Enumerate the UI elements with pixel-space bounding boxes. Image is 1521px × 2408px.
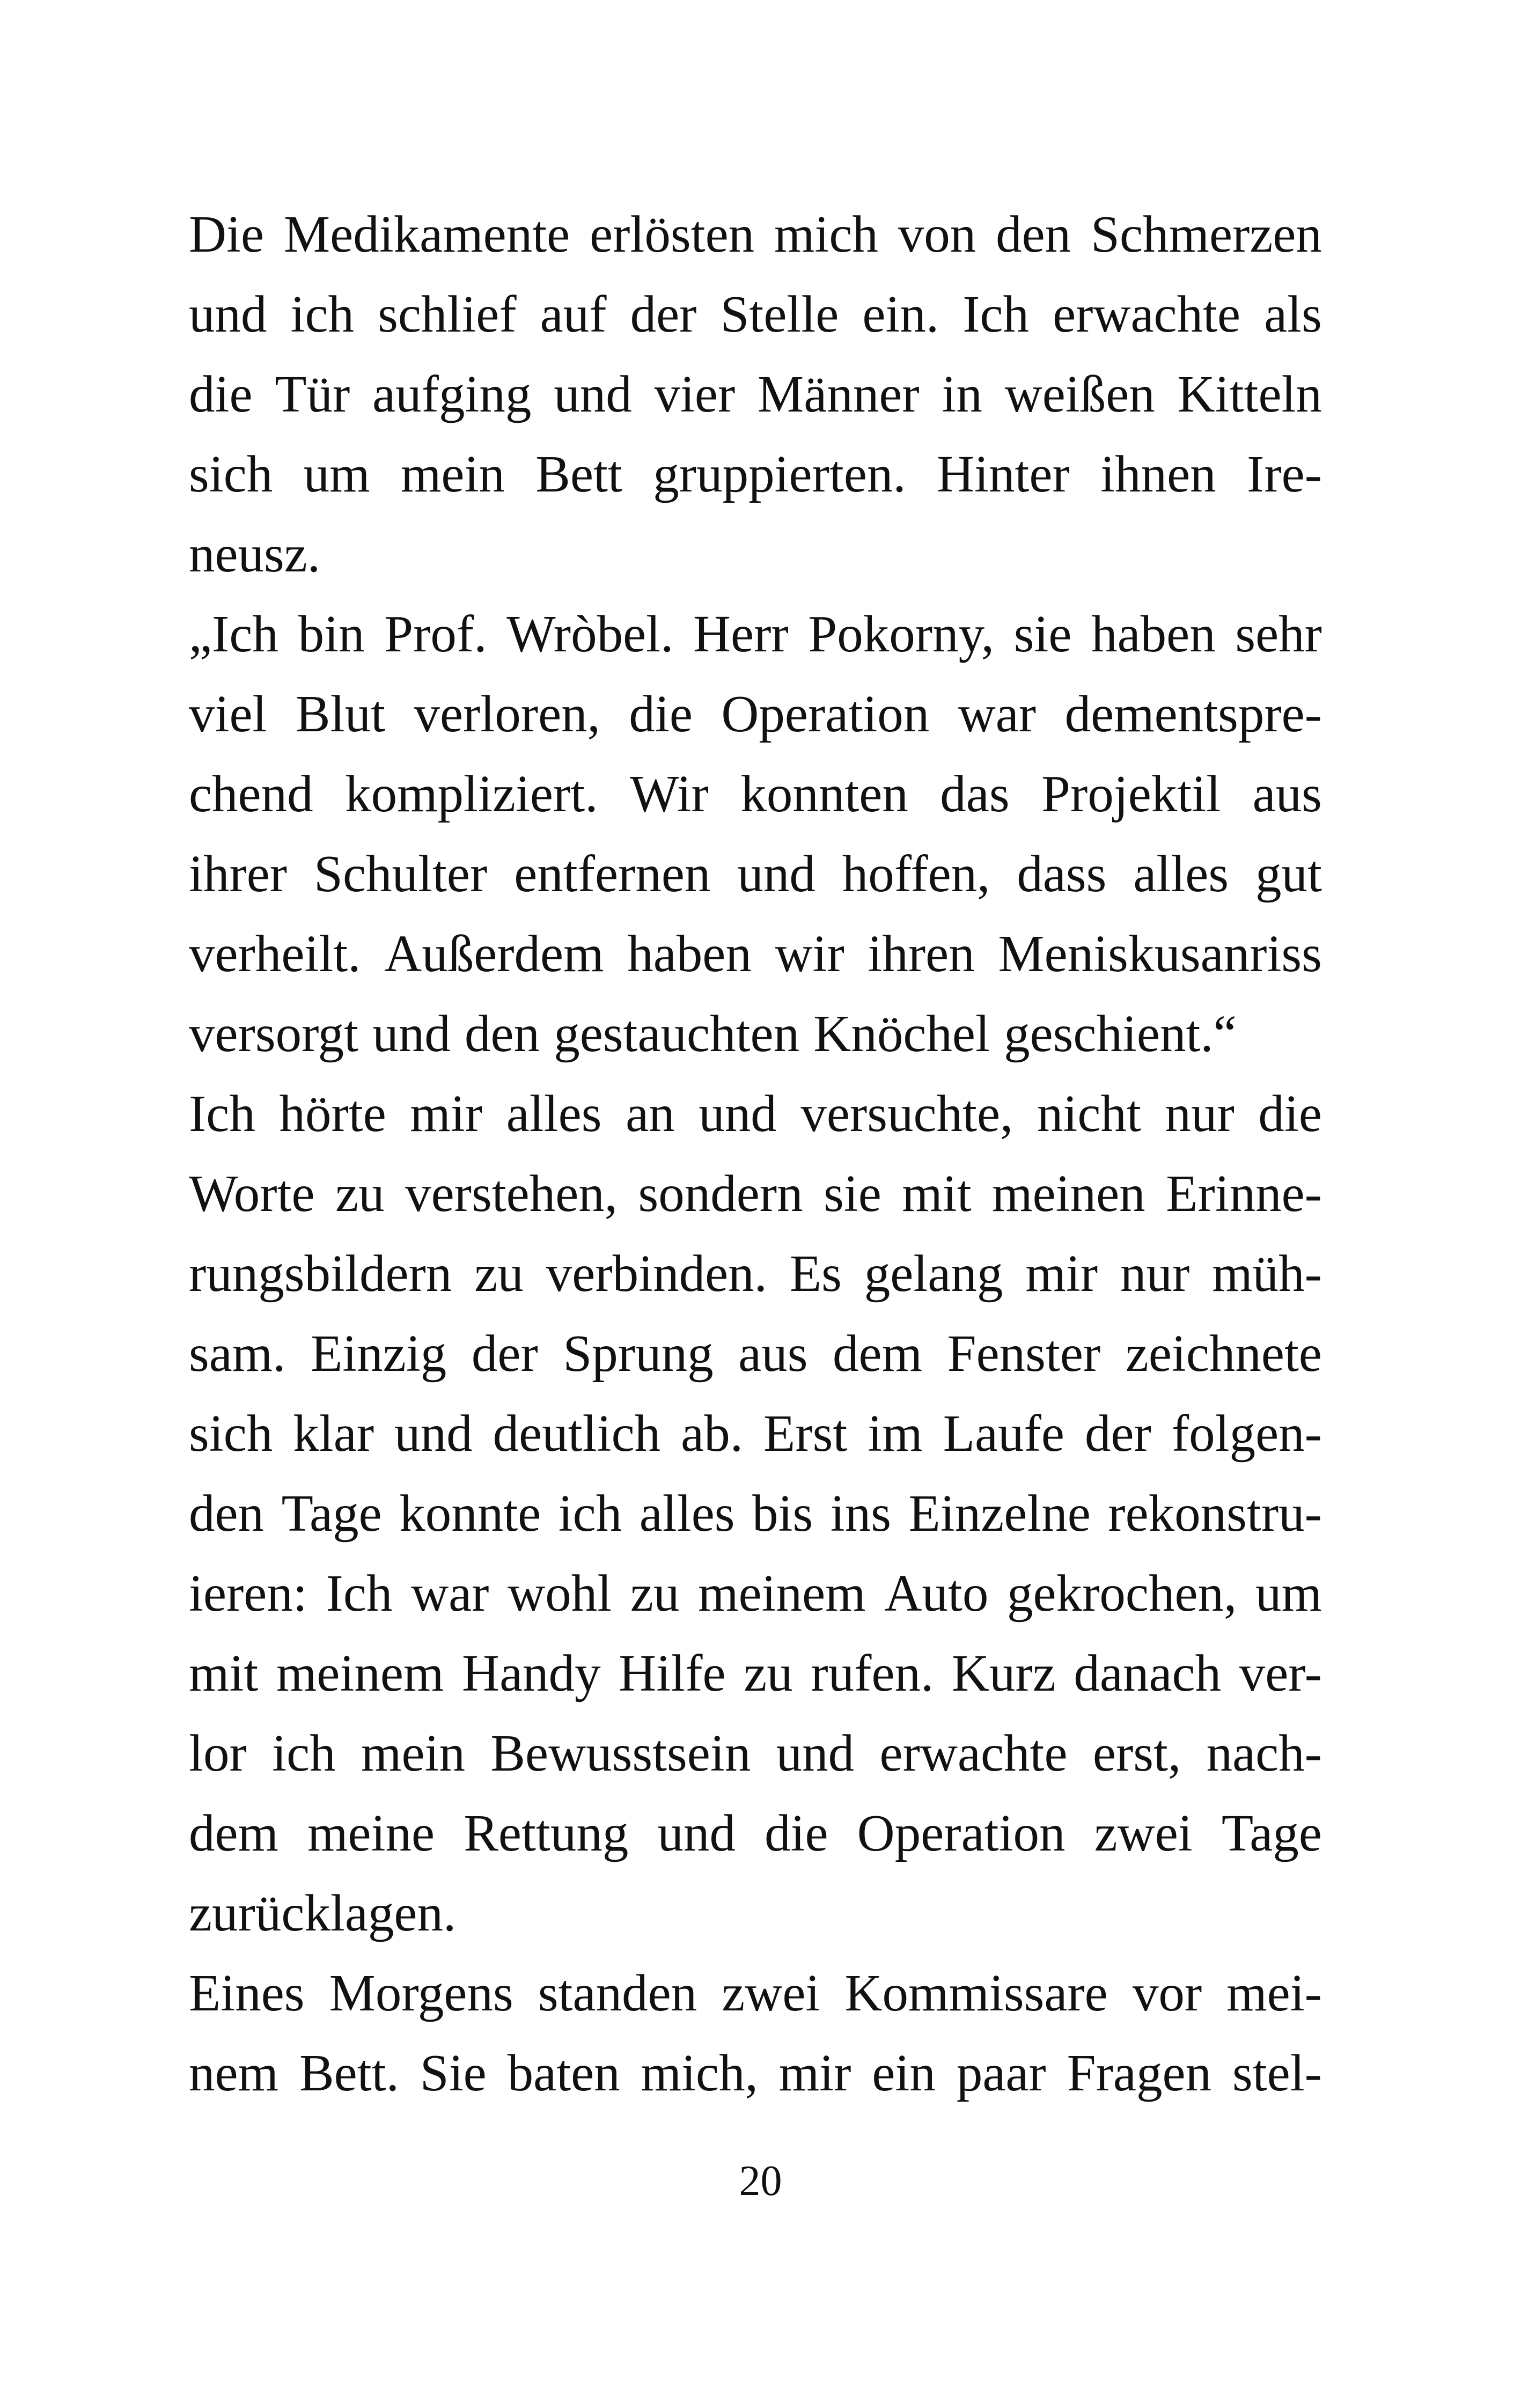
word: ihrer <box>189 845 288 902</box>
word: meinem <box>276 1645 444 1702</box>
word: an <box>626 1085 675 1142</box>
body-text <box>189 194 1322 2113</box>
word: sich <box>189 1405 273 1462</box>
word: Knöchel <box>813 1005 990 1062</box>
word: sam. <box>189 1325 286 1382</box>
word: nur <box>1165 1085 1235 1142</box>
word: bin <box>298 605 365 663</box>
word: standen <box>538 1964 697 2022</box>
word: klar <box>293 1405 374 1462</box>
word: gekrochen, <box>1007 1565 1237 1622</box>
word: rekonstru- <box>1108 1485 1322 1542</box>
word: geschient.“ <box>1004 1005 1237 1062</box>
text-line <box>189 674 1322 754</box>
word: Bewusstsein <box>490 1724 751 1782</box>
word: zeichnete <box>1125 1325 1322 1382</box>
text-line <box>189 1473 1322 1553</box>
word: verheilt. <box>189 925 361 982</box>
word: mir <box>1025 1245 1098 1302</box>
word: Medikamente <box>283 205 570 263</box>
word: mit <box>189 1645 259 1702</box>
word: Wir <box>629 765 709 823</box>
word: als <box>1264 285 1322 343</box>
text-line <box>189 354 1322 434</box>
word: Auto <box>884 1565 989 1622</box>
word: gestauchten <box>554 1005 800 1062</box>
word: aus <box>1252 765 1322 823</box>
word: um <box>303 445 370 503</box>
word: stel- <box>1232 2044 1322 2102</box>
word: und <box>554 365 632 423</box>
text-line <box>189 1713 1322 1793</box>
word: und <box>372 1005 451 1062</box>
word: Stelle <box>720 285 839 343</box>
text-line <box>189 834 1322 914</box>
word: erst, <box>1092 1724 1181 1782</box>
word: „Ich <box>189 605 278 663</box>
word: Tage <box>1221 1804 1322 1862</box>
word: alles <box>506 1085 602 1142</box>
word: Die <box>189 205 264 263</box>
word: weißen <box>1004 365 1155 423</box>
word: Kitteln <box>1177 365 1322 423</box>
word: meine <box>307 1804 435 1862</box>
word: von <box>898 205 976 263</box>
word: war <box>411 1565 489 1622</box>
word: dass <box>1017 845 1107 902</box>
word: Handy <box>462 1645 601 1702</box>
word: aufging <box>372 365 532 423</box>
word: gruppierten. <box>653 445 906 503</box>
word: verloren, <box>414 685 600 743</box>
word: Bett. <box>299 2044 399 2102</box>
word: ab. <box>681 1405 743 1462</box>
word: gut <box>1255 845 1322 902</box>
word: zurücklagen. <box>189 1884 457 1942</box>
text-line <box>189 274 1322 354</box>
word: alles <box>639 1485 735 1542</box>
word: Erst <box>763 1405 848 1462</box>
word: hörte <box>279 1085 386 1142</box>
word: dementspre- <box>1064 685 1322 743</box>
word: versuchte, <box>800 1085 1013 1142</box>
word: in <box>942 365 982 423</box>
word: Kommissare <box>844 1964 1108 2022</box>
word: ich <box>272 1724 336 1782</box>
word: erwachte <box>879 1724 1068 1782</box>
word: Wròbel. <box>506 605 674 663</box>
word: kompliziert. <box>345 765 598 823</box>
word: der <box>630 285 697 343</box>
word: ich <box>558 1485 622 1542</box>
word: rufen. <box>811 1645 934 1702</box>
word: Fenster <box>947 1325 1101 1382</box>
text-line <box>189 994 1322 1074</box>
word: bis <box>752 1485 813 1542</box>
text-line <box>189 1873 1322 1953</box>
word: entfernen <box>514 845 711 902</box>
word: konnten <box>740 765 908 823</box>
word: sondern <box>638 1165 803 1222</box>
word: Fragen <box>1067 2044 1212 2102</box>
word: war <box>958 685 1037 743</box>
word: Ire- <box>1247 445 1322 503</box>
word: neusz. <box>189 525 321 583</box>
text-line <box>189 194 1322 274</box>
word: verstehen, <box>405 1165 618 1222</box>
word: und <box>737 845 815 902</box>
word: Blut <box>295 685 386 743</box>
word: zu <box>335 1165 385 1222</box>
word: vier <box>654 365 736 423</box>
word: der <box>471 1325 538 1382</box>
word: nem <box>189 2044 279 2102</box>
word: ieren: <box>189 1565 307 1622</box>
word: hoffen, <box>842 845 990 902</box>
word: zu <box>630 1565 680 1622</box>
word: zwei <box>722 1964 820 2022</box>
text-line <box>189 514 1322 594</box>
word: danach <box>1074 1645 1222 1702</box>
word: nach- <box>1206 1724 1322 1782</box>
word: Hilfe <box>619 1645 726 1702</box>
word: nur <box>1120 1245 1190 1302</box>
word: paar <box>956 2044 1046 2102</box>
word: Einzig <box>311 1325 447 1382</box>
word: ein <box>872 2044 936 2102</box>
word: mir <box>410 1085 483 1142</box>
word: und <box>189 285 267 343</box>
text-line <box>189 1234 1322 1313</box>
word: nicht <box>1037 1085 1141 1142</box>
word: erlösten <box>590 205 755 263</box>
text-line <box>189 594 1322 674</box>
word: sie <box>824 1165 881 1222</box>
word: dem <box>833 1325 923 1382</box>
word: Sprung <box>563 1325 714 1382</box>
word: sie <box>1013 605 1072 663</box>
word: Projektil <box>1041 765 1221 823</box>
word: zu <box>474 1245 524 1302</box>
word: mein <box>400 445 505 503</box>
word: erwachte <box>1053 285 1241 343</box>
text-line <box>189 1953 1322 2033</box>
word: Tage <box>281 1485 382 1542</box>
word: die <box>765 1804 828 1862</box>
word: Männer <box>758 365 920 423</box>
word: Ich <box>326 1565 393 1622</box>
word: zwei <box>1094 1804 1193 1862</box>
word: auf <box>540 285 607 343</box>
word: Schmerzen <box>1091 205 1322 263</box>
word: den <box>189 1485 264 1542</box>
word: Laufe <box>943 1405 1064 1462</box>
word: mit <box>902 1165 972 1222</box>
word: den <box>996 205 1071 263</box>
word: Sie <box>420 2044 487 2102</box>
text-line <box>189 1553 1322 1633</box>
word: verbinden. <box>546 1245 767 1302</box>
word: Es <box>789 1245 842 1302</box>
page-number: 20 <box>739 2157 782 2205</box>
word: ihnen <box>1100 445 1216 503</box>
text-line <box>189 434 1322 514</box>
word: mich, <box>641 2044 758 2102</box>
word: aus <box>738 1325 808 1382</box>
text-line <box>189 2033 1322 2113</box>
word: Schulter <box>314 845 488 902</box>
word: Operation <box>721 685 930 743</box>
word: baten <box>507 2044 620 2102</box>
word: Eines <box>189 1964 305 2022</box>
word: rungsbildern <box>189 1245 452 1302</box>
word: deutlich <box>493 1405 661 1462</box>
word: ein. <box>862 285 939 343</box>
word: zu <box>744 1645 793 1702</box>
word: Ich <box>189 1085 255 1142</box>
word: um <box>1255 1565 1322 1622</box>
word: Meniskusanriss <box>998 925 1322 982</box>
word: chend <box>189 765 313 823</box>
word: wir <box>775 925 844 982</box>
word: im <box>868 1405 923 1462</box>
word: ver- <box>1239 1645 1322 1702</box>
word: mei- <box>1226 1964 1322 2022</box>
word: Bett <box>535 445 622 503</box>
text-line <box>189 1793 1322 1873</box>
word: wohl <box>508 1565 612 1622</box>
word: Worte <box>189 1165 315 1222</box>
word: lor <box>189 1724 247 1782</box>
word: meinen <box>992 1165 1145 1222</box>
word: der <box>1084 1405 1151 1462</box>
word: sich <box>189 445 273 503</box>
word: dem <box>189 1804 279 1862</box>
text-line <box>189 754 1322 834</box>
word: Erinne- <box>1166 1165 1322 1222</box>
word: Einzelne <box>908 1485 1091 1542</box>
text-line <box>189 1074 1322 1154</box>
text-line <box>189 914 1322 994</box>
word: die <box>629 685 693 743</box>
word: Ich <box>962 285 1030 343</box>
word: Rettung <box>464 1804 629 1862</box>
word: haben <box>1091 605 1216 663</box>
word: die <box>1258 1085 1322 1142</box>
word: mir <box>778 2044 851 2102</box>
word: Prof. <box>384 605 487 663</box>
word: Tür <box>275 365 350 423</box>
word: und <box>776 1724 855 1782</box>
word: den <box>464 1005 540 1062</box>
word: ins <box>830 1485 891 1542</box>
text-line <box>189 1313 1322 1393</box>
word: Morgens <box>329 1964 513 2022</box>
word: Kurz <box>951 1645 1056 1702</box>
text-line <box>189 1633 1322 1713</box>
word: Herr <box>693 605 789 663</box>
word: Hinter <box>936 445 1070 503</box>
word: Pokorny, <box>808 605 995 663</box>
word: sehr <box>1235 605 1322 663</box>
word: ihren <box>868 925 975 982</box>
word: haben <box>627 925 752 982</box>
word: gelang <box>864 1245 1003 1302</box>
word: vor <box>1132 1964 1202 2022</box>
word: versorgt <box>189 1005 359 1062</box>
word: mich <box>774 205 878 263</box>
word: schlief <box>378 285 517 343</box>
word: das <box>940 765 1010 823</box>
word: müh- <box>1212 1245 1322 1302</box>
word: viel <box>189 685 267 743</box>
word: alles <box>1133 845 1229 902</box>
word: und <box>394 1405 473 1462</box>
text-line <box>189 1393 1322 1473</box>
word: meinem <box>698 1565 866 1622</box>
text-line <box>189 1154 1322 1234</box>
word: mein <box>361 1724 465 1782</box>
word: und <box>657 1804 736 1862</box>
word: und <box>699 1085 777 1142</box>
word: konnte <box>399 1485 541 1542</box>
word: ich <box>290 285 355 343</box>
word: die <box>189 365 253 423</box>
word: folgen- <box>1171 1405 1322 1462</box>
word: Außerdem <box>384 925 604 982</box>
word: Operation <box>857 1804 1066 1862</box>
